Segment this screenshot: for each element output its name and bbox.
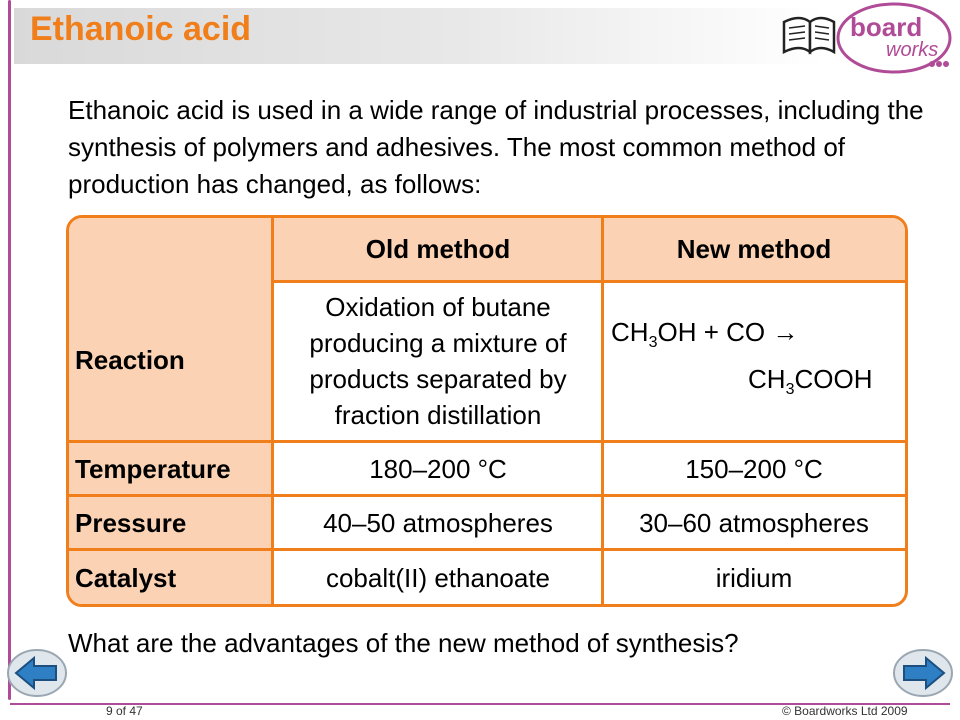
column-header-new: New method: [603, 218, 905, 280]
table-divider: [69, 494, 905, 497]
question-text: What are the advantages of the new method of synthesis?: [68, 628, 739, 658]
next-slide-button[interactable]: [892, 648, 954, 698]
arrow-right-icon: [892, 648, 954, 698]
row-label-temperature: Temperature: [75, 453, 231, 484]
reaction-old-method: Oxidation of butane producing a mixture of products separated by fraction distillation: [309, 292, 567, 430]
pressure-old: 40–50 atmospheres: [323, 507, 553, 538]
temperature-new: 150–200 °C: [685, 453, 823, 484]
pressure-new: 30–60 atmospheres: [639, 507, 869, 538]
reaction-new-method: [603, 282, 905, 440]
temperature-old: 180–200 °C: [369, 453, 507, 484]
logo-text-works: works: [886, 39, 939, 61]
row-label-reaction: Reaction: [75, 344, 185, 375]
table-divider: [69, 548, 905, 551]
logo-text-board: board: [850, 12, 923, 42]
catalyst-old: cobalt(II) ethanoate: [325, 562, 551, 593]
reaction-equation-line2: $CH_3COOH$: [748, 364, 873, 399]
comparison-table: [66, 215, 908, 607]
row-label-pressure: Pressure: [75, 507, 187, 538]
table-divider: [271, 218, 274, 604]
page-counter: 9 of 47: [106, 704, 143, 718]
open-book-icon: [784, 18, 834, 52]
copyright-text: © Boardworks Ltd 2009: [782, 704, 908, 718]
row-label-catalyst: Catalyst: [75, 562, 177, 593]
intro-paragraph: Ethanoic acid is used in a wide range of industrial processes, including the synthesis of polymers and adhesives. The most common method of production has changed, as follows:: [68, 95, 924, 199]
catalyst-new: iridium: [715, 562, 793, 593]
column-header-old: Old method: [273, 218, 603, 280]
boardworks-logo: [772, 0, 956, 80]
left-frame-rule: [8, 0, 11, 700]
reaction-arrow-icon: →: [772, 316, 799, 347]
table-divider: [69, 440, 905, 443]
arrow-left-icon: [6, 648, 68, 698]
reaction-equation-line1: $CH_3OH$ + CO →: [611, 316, 799, 351]
previous-slide-button[interactable]: [6, 648, 68, 698]
table-divider: [273, 280, 905, 283]
table-divider: [601, 218, 604, 604]
slide-title: Ethanoic acid: [30, 10, 252, 48]
